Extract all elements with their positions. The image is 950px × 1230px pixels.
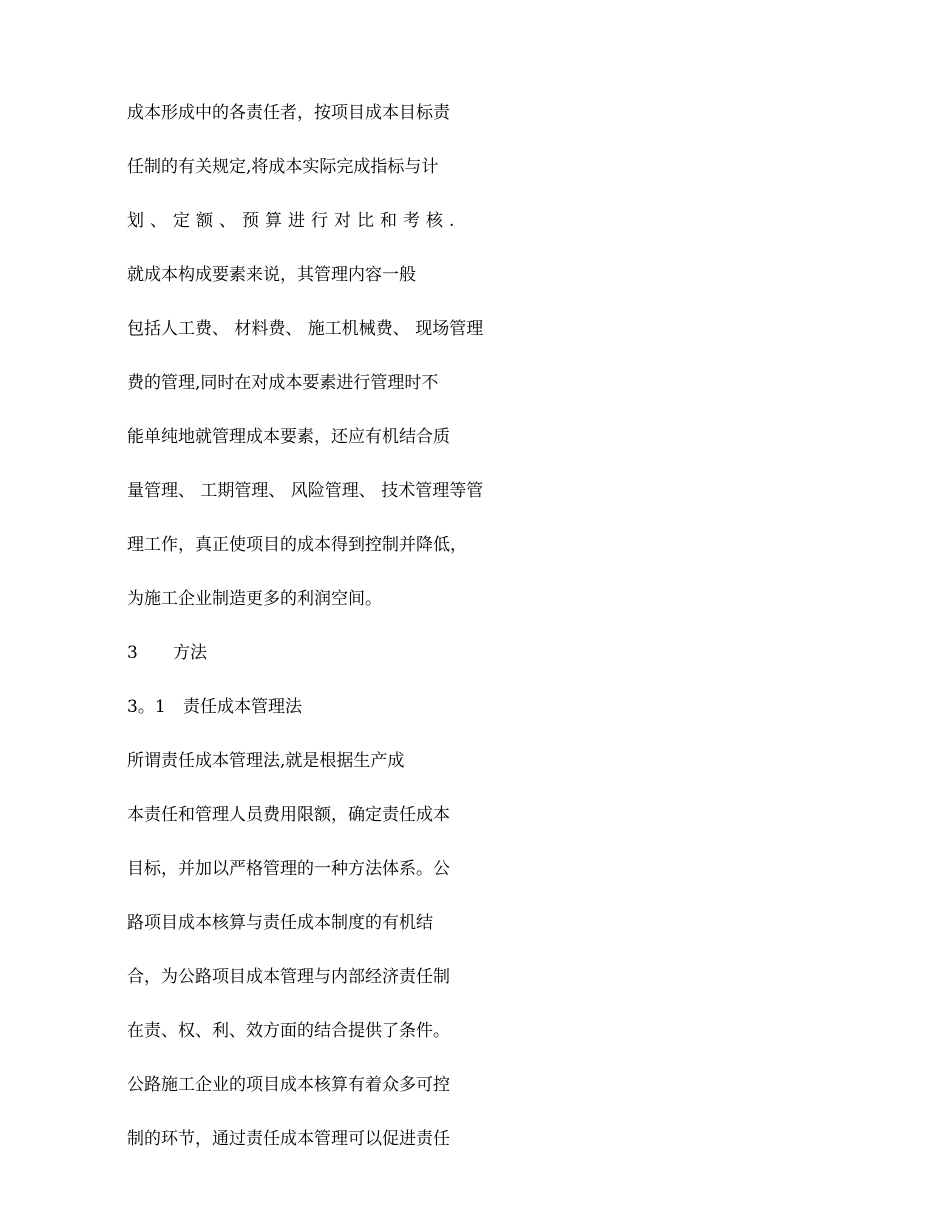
section-heading-3 bbox=[127, 638, 587, 692]
text-line: 包括人工费、 材料费、 施工机械费、 现场管理 bbox=[127, 319, 484, 339]
text-line: 成本形成中的各责任者，按项目成本目标责 bbox=[127, 103, 450, 123]
text-line: 能单纯地就管理成本要素，还应有机结合质 bbox=[127, 427, 450, 447]
text-line: 制的环节，通过责任成本管理可以促进责任 bbox=[127, 1129, 450, 1149]
text-line: 费的管理,同时在对成本要素进行管理时不 bbox=[127, 373, 439, 393]
text-line: 路项目成本核算与责任成本制度的有机结 bbox=[127, 913, 433, 933]
text-line: 在责、权、利、效方面的结合提供了条件。 bbox=[127, 1021, 450, 1041]
text-line: 量管理、 工期管理、 风险管理、 技术管理等管 bbox=[127, 481, 484, 501]
text-line: 本责任和管理人员费用限额，确定责任成本 bbox=[127, 805, 450, 825]
subsection-number: 3。1 bbox=[127, 697, 166, 717]
text-line: 就成本构成要素来说，其管理内容一般 bbox=[127, 265, 416, 285]
text-line: 所谓责任成本管理法,就是根据生产成 bbox=[127, 751, 405, 771]
body-text bbox=[127, 98, 587, 1178]
subsection-title: 责任成本管理法 bbox=[183, 697, 302, 717]
section-number: 3 bbox=[127, 643, 138, 663]
section-heading-3-1 bbox=[127, 692, 587, 746]
text-line: 划、定额、预算进行对比和考核. bbox=[127, 211, 461, 231]
section-title: 方法 bbox=[173, 643, 207, 663]
text-line: 合，为公路项目成本管理与内部经济责任制 bbox=[127, 967, 450, 987]
text-line: 任制的有关规定,将成本实际完成指标与计 bbox=[127, 157, 439, 177]
text-line: 目标，并加以严格管理的一种方法体系。公 bbox=[127, 859, 450, 879]
text-line: 为施工企业制造更多的利润空间。 bbox=[127, 589, 382, 609]
text-line: 理工作，真正使项目的成本得到控制并降低， bbox=[127, 535, 467, 555]
text-line: 公路施工企业的项目成本核算有着众多可控 bbox=[127, 1075, 450, 1095]
